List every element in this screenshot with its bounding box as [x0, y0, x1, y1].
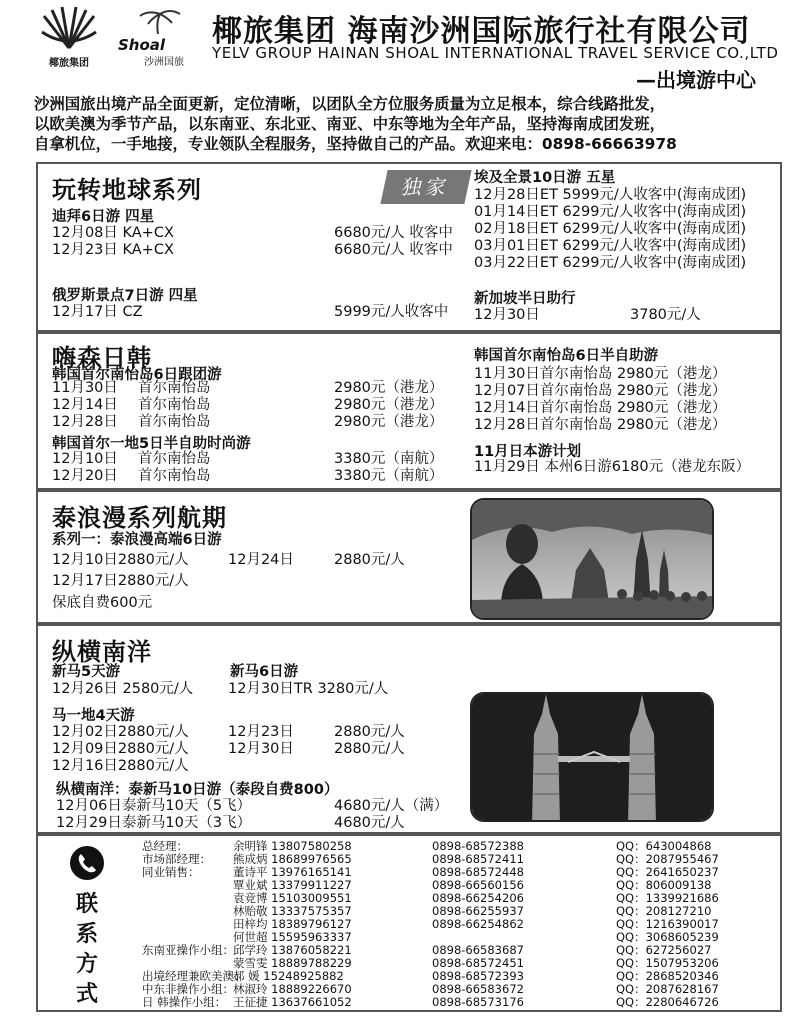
departure-price: 5999元/人收客中 — [334, 304, 449, 320]
contact-name: 邱学玲 13876058221 — [233, 943, 352, 957]
departure-price: 3380元（南航） — [334, 451, 444, 467]
departure-date: 12月20日 — [52, 468, 118, 484]
contact-qq: QQ：2087955467 — [616, 852, 719, 866]
palm-tree-icon — [128, 8, 188, 34]
departure-price: 4680元/人 — [334, 815, 405, 831]
contact-tel: 0898-66583672 — [432, 982, 524, 996]
tour-title: 俄罗斯景点7日游 四星 — [52, 288, 198, 304]
departure-date: 12月23日 — [228, 724, 294, 740]
contact-qq: QQ：2280646726 — [616, 995, 719, 1009]
departure-date: 12月30日 — [228, 741, 294, 757]
departure-date: 11月30日 — [52, 380, 118, 396]
tour-title: 韩国首尔南怡岛6日半自助游 — [474, 348, 659, 364]
contact-qq: QQ：1216390017 — [616, 917, 719, 931]
tour-title: 韩国首尔南怡岛6日跟团游 — [52, 367, 222, 383]
departure-price: 6680元/人 收客中 — [334, 242, 453, 258]
tour-title: 新马5天游 — [52, 664, 121, 680]
departure-date: 12月09日2880元/人 — [52, 741, 189, 757]
contact-label-char: 系 — [76, 922, 99, 947]
contact-role: 同业销售： — [142, 865, 200, 879]
contact-name: 田梓均 18389796127 — [233, 917, 352, 931]
contact-role: 日 韩操作小组： — [142, 995, 227, 1009]
contact-name: 何世超 15595963337 — [233, 930, 352, 944]
contact-label-char: 方 — [76, 952, 99, 977]
contact-qq: QQ：2868520346 — [616, 969, 719, 983]
contact-name: 熊成炳 18689976565 — [233, 852, 352, 866]
contact-qq: QQ：208127210 — [616, 904, 712, 918]
contact-tel: 0898-68572451 — [432, 956, 524, 970]
buddha-temple-photo — [470, 498, 714, 620]
intro-line: 自拿机位，一手地接，专业领队全程服务，坚持做自己的产品。欢迎来电：0898-66663978 — [34, 135, 677, 153]
contact-label-char: 式 — [76, 982, 99, 1007]
departure-line: 12月26日 2580元/人 — [52, 681, 194, 697]
intro-line: 以欧美澳为季节产品，以东南亚、东北亚、南亚、中东等地为全年产品，坚持海南成团发班， — [34, 115, 666, 133]
departure-price: 4680元/人（满） — [334, 798, 449, 814]
intro-text — [34, 94, 784, 154]
contact-qq: QQ：2087628167 — [616, 982, 719, 996]
tour-title: 系列一：泰浪漫高端6日游 — [52, 532, 222, 548]
contact-name: 余明锋 13807580258 — [233, 839, 352, 853]
contact-qq: QQ：643004868 — [616, 839, 712, 853]
contact-name: 袁竞博 15103009551 — [233, 891, 352, 905]
contact-tel: 0898-68573176 — [432, 995, 524, 1009]
departure-date: 12月23日 KA+CX — [52, 242, 174, 258]
contact-qq: QQ：627256027 — [616, 943, 712, 957]
departure-price: 2880元/人 — [334, 741, 405, 757]
yelv-group-logo — [38, 6, 100, 69]
contact-label — [76, 890, 98, 1010]
shoal-logo — [118, 8, 192, 66]
contact-tel: 0898-66583687 — [432, 943, 524, 957]
contact-qq: QQ：2641650237 — [616, 865, 719, 879]
departure-price: 3380元（南航） — [334, 468, 444, 484]
contact-tel: 0898-66254206 — [432, 891, 524, 905]
departure-date: 12月08日 KA+CX — [52, 225, 174, 241]
departure-price: 6680元/人 收客中 — [334, 225, 453, 241]
shoal-logo-text: Shoal — [118, 36, 166, 54]
departure-line: 01月14日ET 6299元/人收客中(海南成团) — [474, 204, 747, 220]
contact-tel: 0898-68572393 — [432, 969, 524, 983]
departure-line: 12月28日首尔南怡岛 2980元（港龙） — [474, 417, 727, 433]
contact-qq: QQ：806009138 — [616, 878, 712, 892]
group-logo-text: 椰旅集团 — [49, 58, 89, 69]
exclusive-badge: 独家 — [380, 170, 471, 204]
departure-price: 2980元（港龙） — [334, 380, 444, 396]
contact-tel: 0898-68572448 — [432, 865, 524, 879]
section-title: 纵横南洋 — [52, 638, 152, 666]
section-title: 嗨森日韩 — [52, 344, 152, 372]
departure-place: 首尔南怡岛 — [138, 451, 211, 467]
departure-line: 03月22日ET 6299元/人收客中(海南成团) — [474, 255, 747, 271]
company-title-en: YELV GROUP HAINAN SHOAL INTERNATIONAL TRAVEL SERVICE CO.,LTD — [212, 44, 779, 62]
contact-name: 林淑玲 18889226670 — [233, 982, 352, 996]
departure-price: 2980元（港龙） — [334, 414, 444, 430]
contact-label-char: 联 — [76, 892, 99, 917]
contact-role: 东南亚操作小组： — [142, 943, 234, 957]
departure-place: 首尔南怡岛 — [138, 380, 211, 396]
departure-date: 12月28日 — [52, 414, 118, 430]
contact-name: 林贻敬 13337575357 — [233, 904, 352, 918]
contact-qq: QQ：1339921686 — [616, 891, 719, 905]
department-subtitle: —出境游中心 — [636, 68, 756, 92]
departure-price: 3780元/人 — [630, 307, 701, 323]
intro-line: 沙洲国旅出境产品全面更新，定位清晰，以团队全方位服务质量为立足根本，综合线路批发， — [34, 95, 666, 113]
contact-qq: QQ：3068605239 — [616, 930, 719, 944]
buddha-photo-icon — [472, 500, 714, 620]
departure-line: 12月30日TR 3280元/人 — [228, 681, 389, 697]
departure-date: 12月24日 — [228, 552, 294, 568]
tour-title: 埃及全景10日游 五星 — [474, 170, 616, 186]
departure-price: 2880元/人 — [334, 552, 405, 568]
contact-role: 出境经理兼欧美澳： — [142, 969, 246, 983]
note-text: 保底自费600元 — [52, 595, 153, 611]
departure-line: 11月30日首尔南怡岛 2980元（港龙） — [474, 366, 727, 382]
contact-name: 郝 媛 15248925882 — [233, 969, 344, 983]
departure-date: 12月06日泰新马10天（5飞） — [56, 798, 252, 814]
departure-date: 12月16日2880元/人 — [52, 758, 189, 774]
section-title: 玩转地球系列 — [52, 176, 202, 204]
tour-title: 迪拜6日游 四星 — [52, 209, 155, 225]
departure-date: 12月14日 — [52, 397, 118, 413]
departure-date: 12月17日2880元/人 — [52, 573, 189, 589]
departure-date: 12月10日 — [52, 451, 118, 467]
contact-tel: 0898-66254862 — [432, 917, 524, 931]
departure-date: 12月10日2880元/人 — [52, 552, 189, 568]
departure-date: 12月30日 — [474, 307, 540, 323]
tour-title: 新加坡半日助行 — [474, 291, 576, 307]
departure-line: 11月29日 本州6日游6180元（港龙东阪） — [474, 459, 751, 475]
fan-logo-icon — [38, 6, 100, 50]
departure-date: 12月29日泰新马10天（3飞） — [56, 815, 252, 831]
departure-place: 首尔南怡岛 — [138, 468, 211, 484]
departure-place: 首尔南怡岛 — [138, 397, 211, 413]
departure-line: 12月07日首尔南怡岛 2980元（港龙） — [474, 383, 727, 399]
departure-line: 02月18日ET 6299元/人收客中(海南成团) — [474, 221, 747, 237]
contact-tel: 0898-68572411 — [432, 852, 524, 866]
contact-role: 总经理： — [142, 839, 188, 853]
tour-title: 纵横南洋：泰新马10日游（泰段自费800） — [56, 782, 339, 798]
shoal-logo-cn: 沙洲国旅 — [144, 57, 184, 68]
contact-tel: 0898-66255937 — [432, 904, 524, 918]
contact-role: 中东非操作小组： — [142, 982, 234, 996]
contact-name: 王征捷 13637661052 — [233, 995, 352, 1009]
phone-handset-icon — [70, 846, 104, 880]
departure-date: 12月17日 CZ — [52, 304, 143, 320]
departure-line: 12月14日首尔南怡岛 2980元（港龙） — [474, 400, 727, 416]
departure-date: 12月02日2880元/人 — [52, 724, 189, 740]
departure-price: 2980元（港龙） — [334, 397, 444, 413]
contact-role: 市场部经理： — [142, 852, 211, 866]
departure-line: 03月01日ET 6299元/人收客中(海南成团) — [474, 238, 747, 254]
contact-qq: QQ：1507953206 — [616, 956, 719, 970]
tour-title: 马一地4天游 — [52, 708, 135, 724]
contact-name: 蒙雪雯 18889788229 — [233, 956, 352, 970]
tour-title: 韩国首尔一地5日半自助时尚游 — [52, 436, 251, 452]
departure-price: 2880元/人 — [334, 724, 405, 740]
departure-place: 首尔南怡岛 — [138, 414, 211, 430]
contact-tel: 0898-66560156 — [432, 878, 524, 892]
contact-name: 董诗平 13976165141 — [233, 865, 352, 879]
contact-tel: 0898-68572388 — [432, 839, 524, 853]
tour-title: 新马6日游 — [230, 664, 299, 680]
departure-line: 12月28日ET 5999元/人收客中(海南成团) — [474, 187, 747, 203]
company-title: 椰旅集团 海南沙洲国际旅行社有限公司 — [212, 14, 751, 49]
tour-title: 11月日本游计划 — [474, 444, 582, 460]
section-title: 泰浪漫系列航期 — [52, 504, 227, 532]
towers-photo-icon — [472, 694, 714, 822]
phone-icon — [70, 846, 104, 880]
contact-name: 覃业斌 13379911227 — [233, 878, 352, 892]
petronas-towers-photo — [470, 692, 714, 822]
